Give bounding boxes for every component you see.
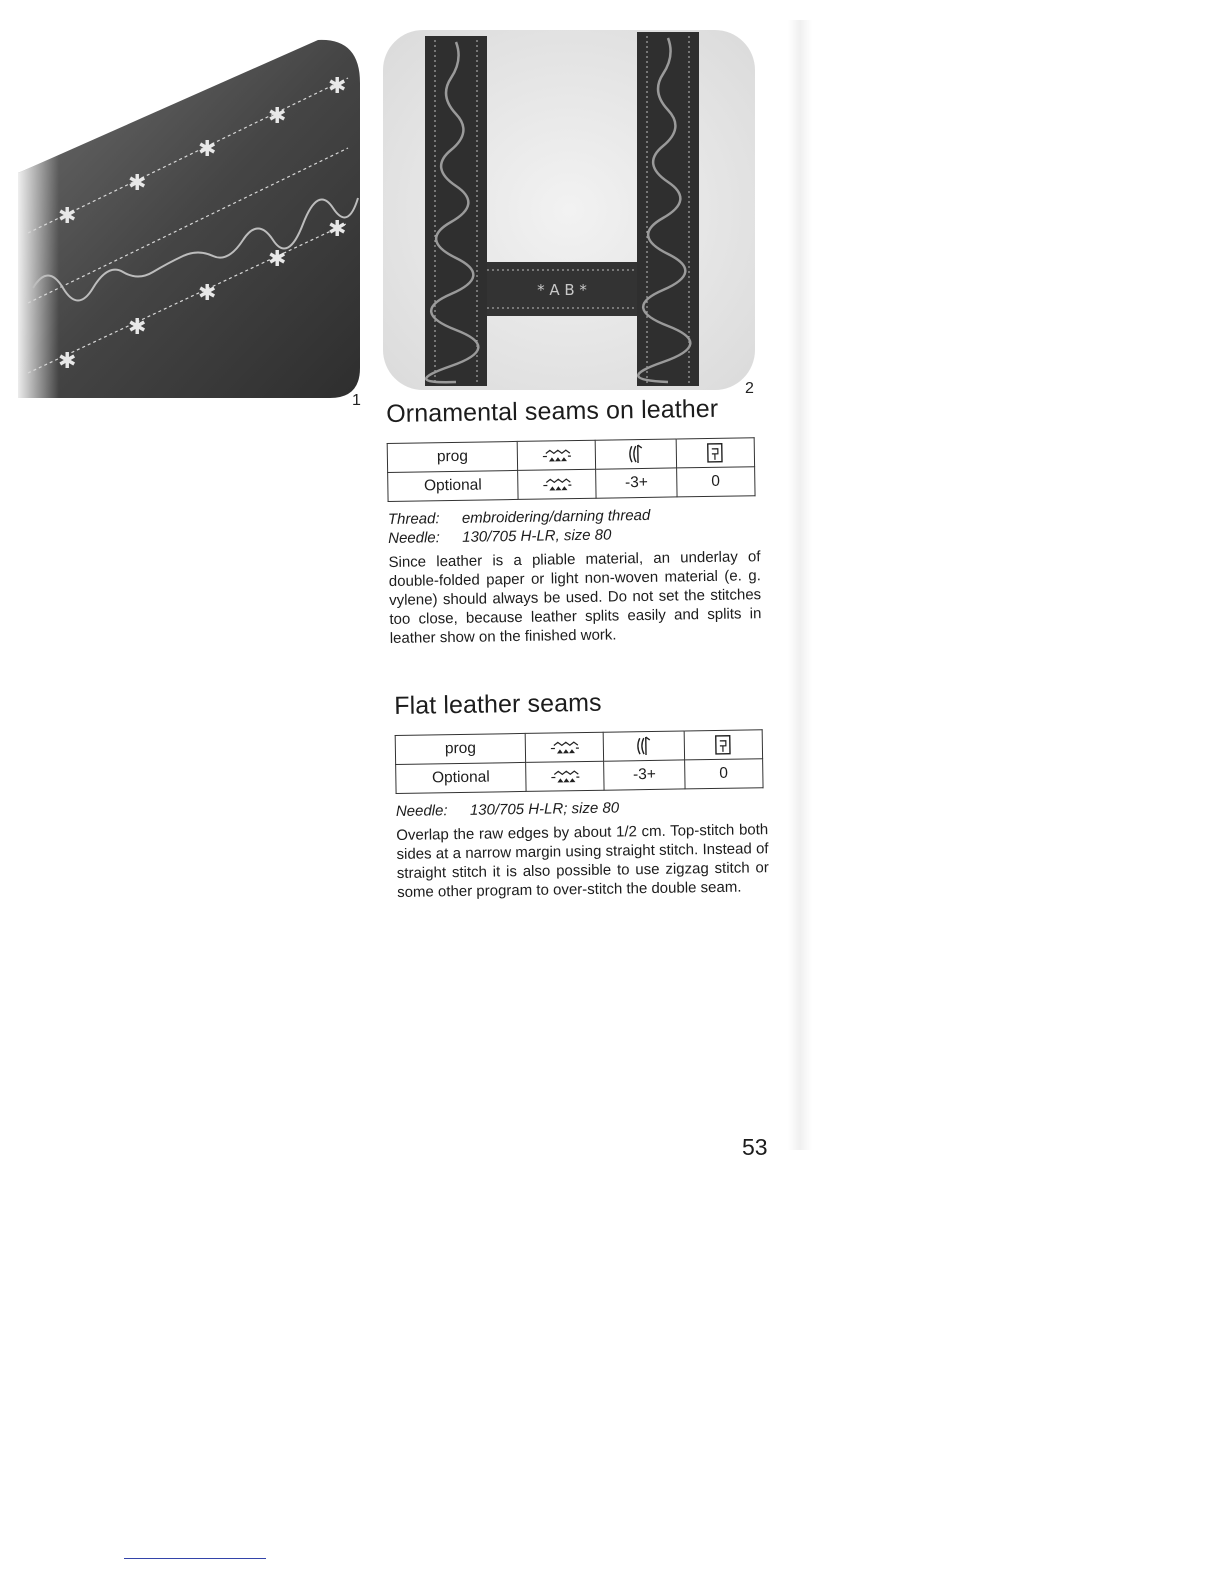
stitch-length-value: -3+ [596,468,677,498]
prog-label: prog [395,733,526,764]
figure-2-embroidery-text: * A B * [537,281,587,299]
svg-text:✱: ✱ [198,281,217,306]
figure-2-number: 2 [745,380,754,397]
embroidery-stitch-icon [526,761,605,791]
svg-text:✱: ✱ [268,104,287,129]
presser-foot-value: 0 [684,759,763,789]
needle-value: 130/705 H-LR, size 80 [462,526,612,546]
svg-text:✱: ✱ [198,137,217,162]
needle-value: 130/705 H-LR; size 80 [469,799,620,819]
stitch-length-value: -3+ [604,760,685,790]
thread-value: embroidering/darning thread [461,506,651,527]
section-flat-seams [394,686,769,917]
body-paragraph: Since leather is a pliable material, an underlay of double-folded paper or light non-woven material (e. g. vylene) should always be used. Do not set the stitches too close, because leather splits easily and splits in leather show on the finished work. [388,548,762,647]
body-paragraph: Overlap the raw edges by about 1/2 cm. Top-stitch both sides at a narrow margin using straight stitch. Instead of straight stitch it is also possible to use zigzag stitch or some other program to over-stitch the double seam. [396,821,769,901]
svg-text:✱: ✱ [128,171,147,196]
presser-foot-icon [684,730,763,760]
embroidery-stitch-icon [517,440,596,470]
table-row [388,467,755,502]
svg-text:✱: ✱ [328,217,347,242]
svg-text:✱: ✱ [268,247,287,272]
needle-label: Needle: [388,529,441,547]
needle-spec [396,796,768,821]
figure-1-photo [18,38,360,400]
stitch-length-icon [604,731,685,761]
settings-table [387,437,756,502]
figure-1-number: 1 [352,392,361,409]
prog-label: prog [387,441,518,472]
optional-label: Optional [396,762,527,793]
svg-text:✱: ✱ [58,349,77,374]
svg-text:✱: ✱ [58,204,77,229]
presser-foot-value: 0 [676,467,755,497]
presser-foot-icon [676,438,755,468]
settings-table [395,729,764,794]
section-ornamental-seams [386,394,762,663]
optional-label: Optional [388,470,519,501]
bottom-rule [124,1558,266,1559]
figure-2-photo [383,30,755,390]
section-title: Ornamental seams on leather [386,394,719,428]
stitch-length-icon [596,439,677,469]
needle-label: Needle: [395,802,448,820]
page-number: 53 [742,1134,768,1160]
thread-label: Thread: [387,510,440,528]
svg-text:✱: ✱ [128,315,147,340]
embroidery-stitch-icon [525,732,604,762]
svg-text:✱: ✱ [328,74,347,99]
section-title: Flat leather seams [394,688,602,720]
page-edge-shadow [788,20,812,1150]
table-row [396,759,763,794]
embroidery-stitch-icon [518,469,597,499]
